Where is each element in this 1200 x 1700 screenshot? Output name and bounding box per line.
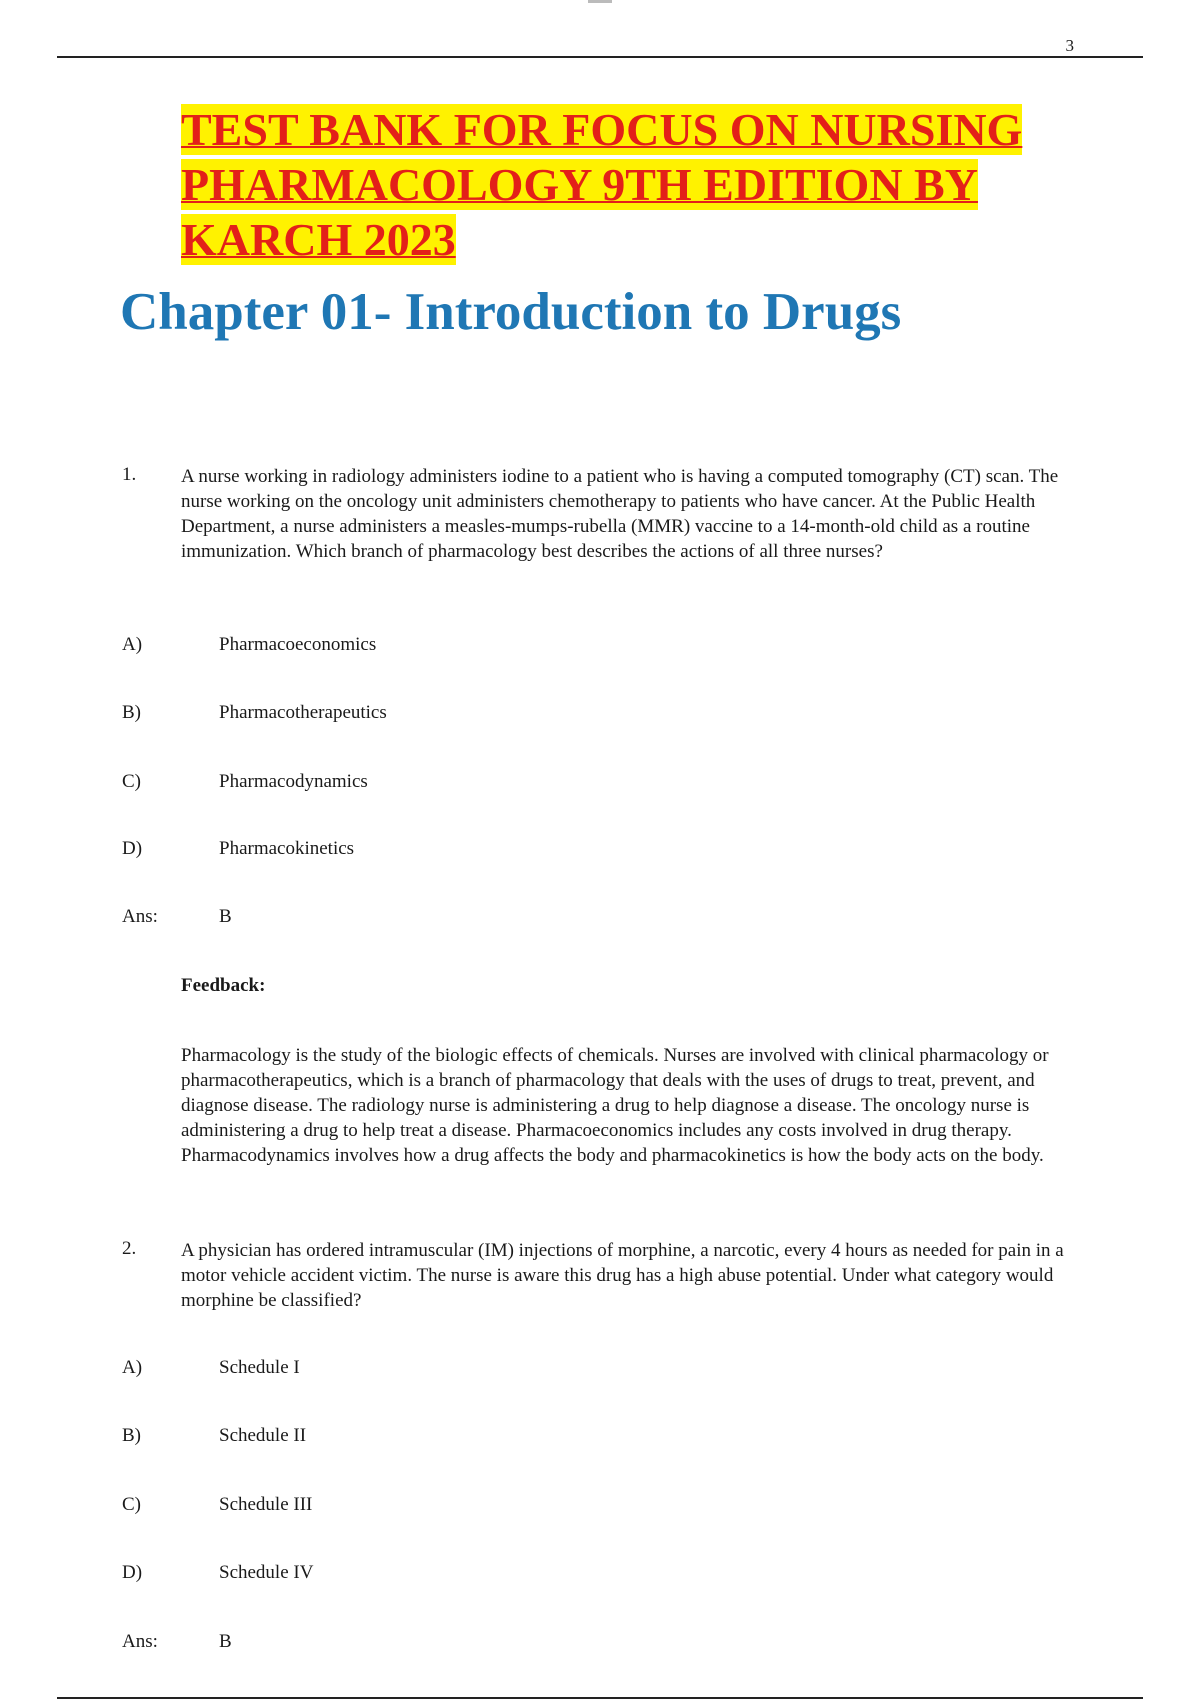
header-rule (57, 56, 1143, 58)
footer-rule (57, 1697, 1143, 1699)
option-letter: D) (122, 1562, 143, 1583)
feedback-text: Pharmacology is the study of the biologic effects of chemicals. Nurses are involved with clinical pharmacology or pharmacotherapeutics, which is a branch of pharmacology that deals with the uses of drugs to treat, prevent, and diagnose disease. The radiology nurse is administering a drug to help diagnose a disease. The oncology nurse is administering a drug to help treat a disease. Pharmacoeconomics includes any costs involved in drug therapy. Pharmacodynamics involves how a drug affects the body and pharmacokinetics is how the body acts on the body. (181, 1045, 1049, 1166)
answer-label: Ans: (122, 906, 158, 927)
option-letter: C) (122, 771, 141, 792)
option-text: Pharmacokinetics (219, 838, 355, 859)
top-edge-mark (588, 0, 612, 3)
option-text: Pharmacotherapeutics (219, 702, 387, 723)
option-text: Schedule II (219, 1425, 307, 1446)
option-text: Schedule I (219, 1357, 300, 1378)
chapter-heading: Chapter 01- Introduction to Drugs (120, 283, 902, 341)
answer-value: B (219, 1631, 232, 1652)
answer-label: Ans: (122, 1631, 158, 1652)
page-number: 3 (1065, 36, 1074, 55)
answer-value: B (219, 906, 232, 927)
option-letter: A) (122, 634, 143, 655)
option-text: Pharmacoeconomics (219, 634, 377, 655)
document-title (181, 102, 1081, 267)
question-number: 1. (122, 464, 137, 485)
option-text: Pharmacodynamics (219, 771, 368, 792)
option-letter: C) (122, 1494, 141, 1515)
option-letter: A) (122, 1357, 143, 1378)
option-text: Schedule III (219, 1494, 313, 1515)
option-letter: D) (122, 838, 143, 859)
question-text: A physician has ordered intramuscular (IM) injections of morphine, a narcotic, every 4 hours as needed for pain in a motor vehicle accident victim. The nurse is aware this drug has a high abuse potential. Under what category would morphine be classified? (181, 1240, 1064, 1311)
question-number: 2. (122, 1238, 137, 1259)
option-letter: B) (122, 702, 141, 723)
option-text: Schedule IV (219, 1562, 314, 1583)
title-highlight: TEST BANK FOR FOCUS ON NURSING PHARMACOLOGY 9TH EDITION BY KARCH 2023 (181, 104, 1023, 265)
question-text: A nurse working in radiology administers iodine to a patient who is having a computed tomography (CT) scan. The nurse working on the oncology unit administers chemotherapy to patients who have cancer. At the Public Health Department, a nurse administers a measles-mumps-rubella (MMR) vaccine to a 14-month-old child as a routine immunization. Which branch of pharmacology best describes the actions of all three nurses? (181, 466, 1059, 562)
feedback-label: Feedback: (181, 975, 266, 996)
option-letter: B) (122, 1425, 141, 1446)
